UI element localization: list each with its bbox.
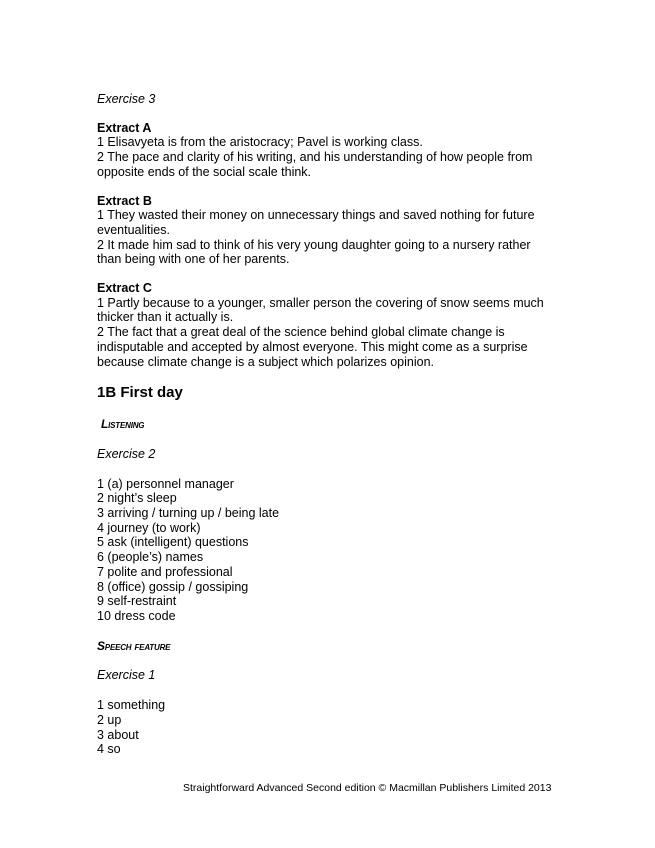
speech-feature-answer-list (97, 698, 577, 757)
extract-c-line-2: thicker than it actually is. (97, 310, 234, 325)
extract-a (97, 121, 577, 180)
extract-c (97, 281, 577, 369)
list-item: 6 (people’s) names (97, 550, 204, 565)
extract-a-line-3: opposite ends of the social scale think. (97, 164, 312, 179)
extract-b-line-1: 1 They wasted their money on unnecessary things and saved nothing for future (97, 208, 535, 223)
list-item: 9 self-restraint (97, 594, 177, 609)
listening-answer-list (97, 477, 577, 624)
list-item: 10 dress code (97, 608, 176, 623)
list-item: 1 something (97, 698, 166, 713)
list-item: 3 arriving / turning up / being late (97, 506, 280, 521)
extract-a-line-2: 2 The pace and clarity of his writing, and his understanding of how people from (97, 150, 533, 165)
exercise-3-heading: Exercise 3 (97, 92, 156, 106)
list-item: 1 (a) personnel manager (97, 476, 234, 491)
document-page (97, 92, 577, 757)
listening-exercise-heading: Exercise 2 (97, 446, 156, 461)
list-item: 8 (office) gossip / gossiping (97, 579, 249, 594)
extract-c-line-4: indisputable and accepted by almost everyone. This might come as a surprise (97, 339, 528, 354)
speech-feature-label: Speech feature (97, 638, 171, 653)
extract-c-title: Extract C (97, 281, 152, 296)
extract-c-line-5: because climate change is a subject which polarizes opinion. (97, 354, 434, 369)
list-item: 3 about (97, 727, 139, 742)
page-footer: Straightforward Advanced Second edition © Macmillan Publishers Limited 2013 (183, 782, 552, 794)
list-item: 7 polite and professional (97, 564, 233, 579)
list-item: 2 up (97, 712, 122, 727)
extract-a-title: Extract A (97, 120, 152, 135)
extract-b (97, 194, 577, 268)
list-item: 4 journey (to work) (97, 520, 201, 535)
extract-c-line-3: 2 The fact that a great deal of the science behind global climate change is (97, 325, 505, 340)
extract-c-line-1: 1 Partly because to a younger, smaller person the covering of snow seems much (97, 295, 544, 310)
speech-feature-exercise-heading: Exercise 1 (97, 668, 156, 683)
extract-b-line-4: than being with one of her parents. (97, 252, 290, 267)
listening-label: Listening (101, 417, 145, 432)
extract-a-line-1: 1 Elisavyeta is from the aristocracy; Pavel is working class. (97, 135, 423, 150)
section-1b-title: 1B First day (97, 384, 183, 402)
list-item: 4 so (97, 742, 121, 757)
list-item: 2 night’s sleep (97, 491, 177, 506)
extract-b-title: Extract B (97, 193, 152, 208)
extract-b-line-2: eventualities. (97, 222, 170, 237)
list-item: 5 ask (intelligent) questions (97, 535, 249, 550)
extract-b-line-3: 2 It made him sad to think of his very young daughter going to a nursery rather (97, 237, 531, 252)
